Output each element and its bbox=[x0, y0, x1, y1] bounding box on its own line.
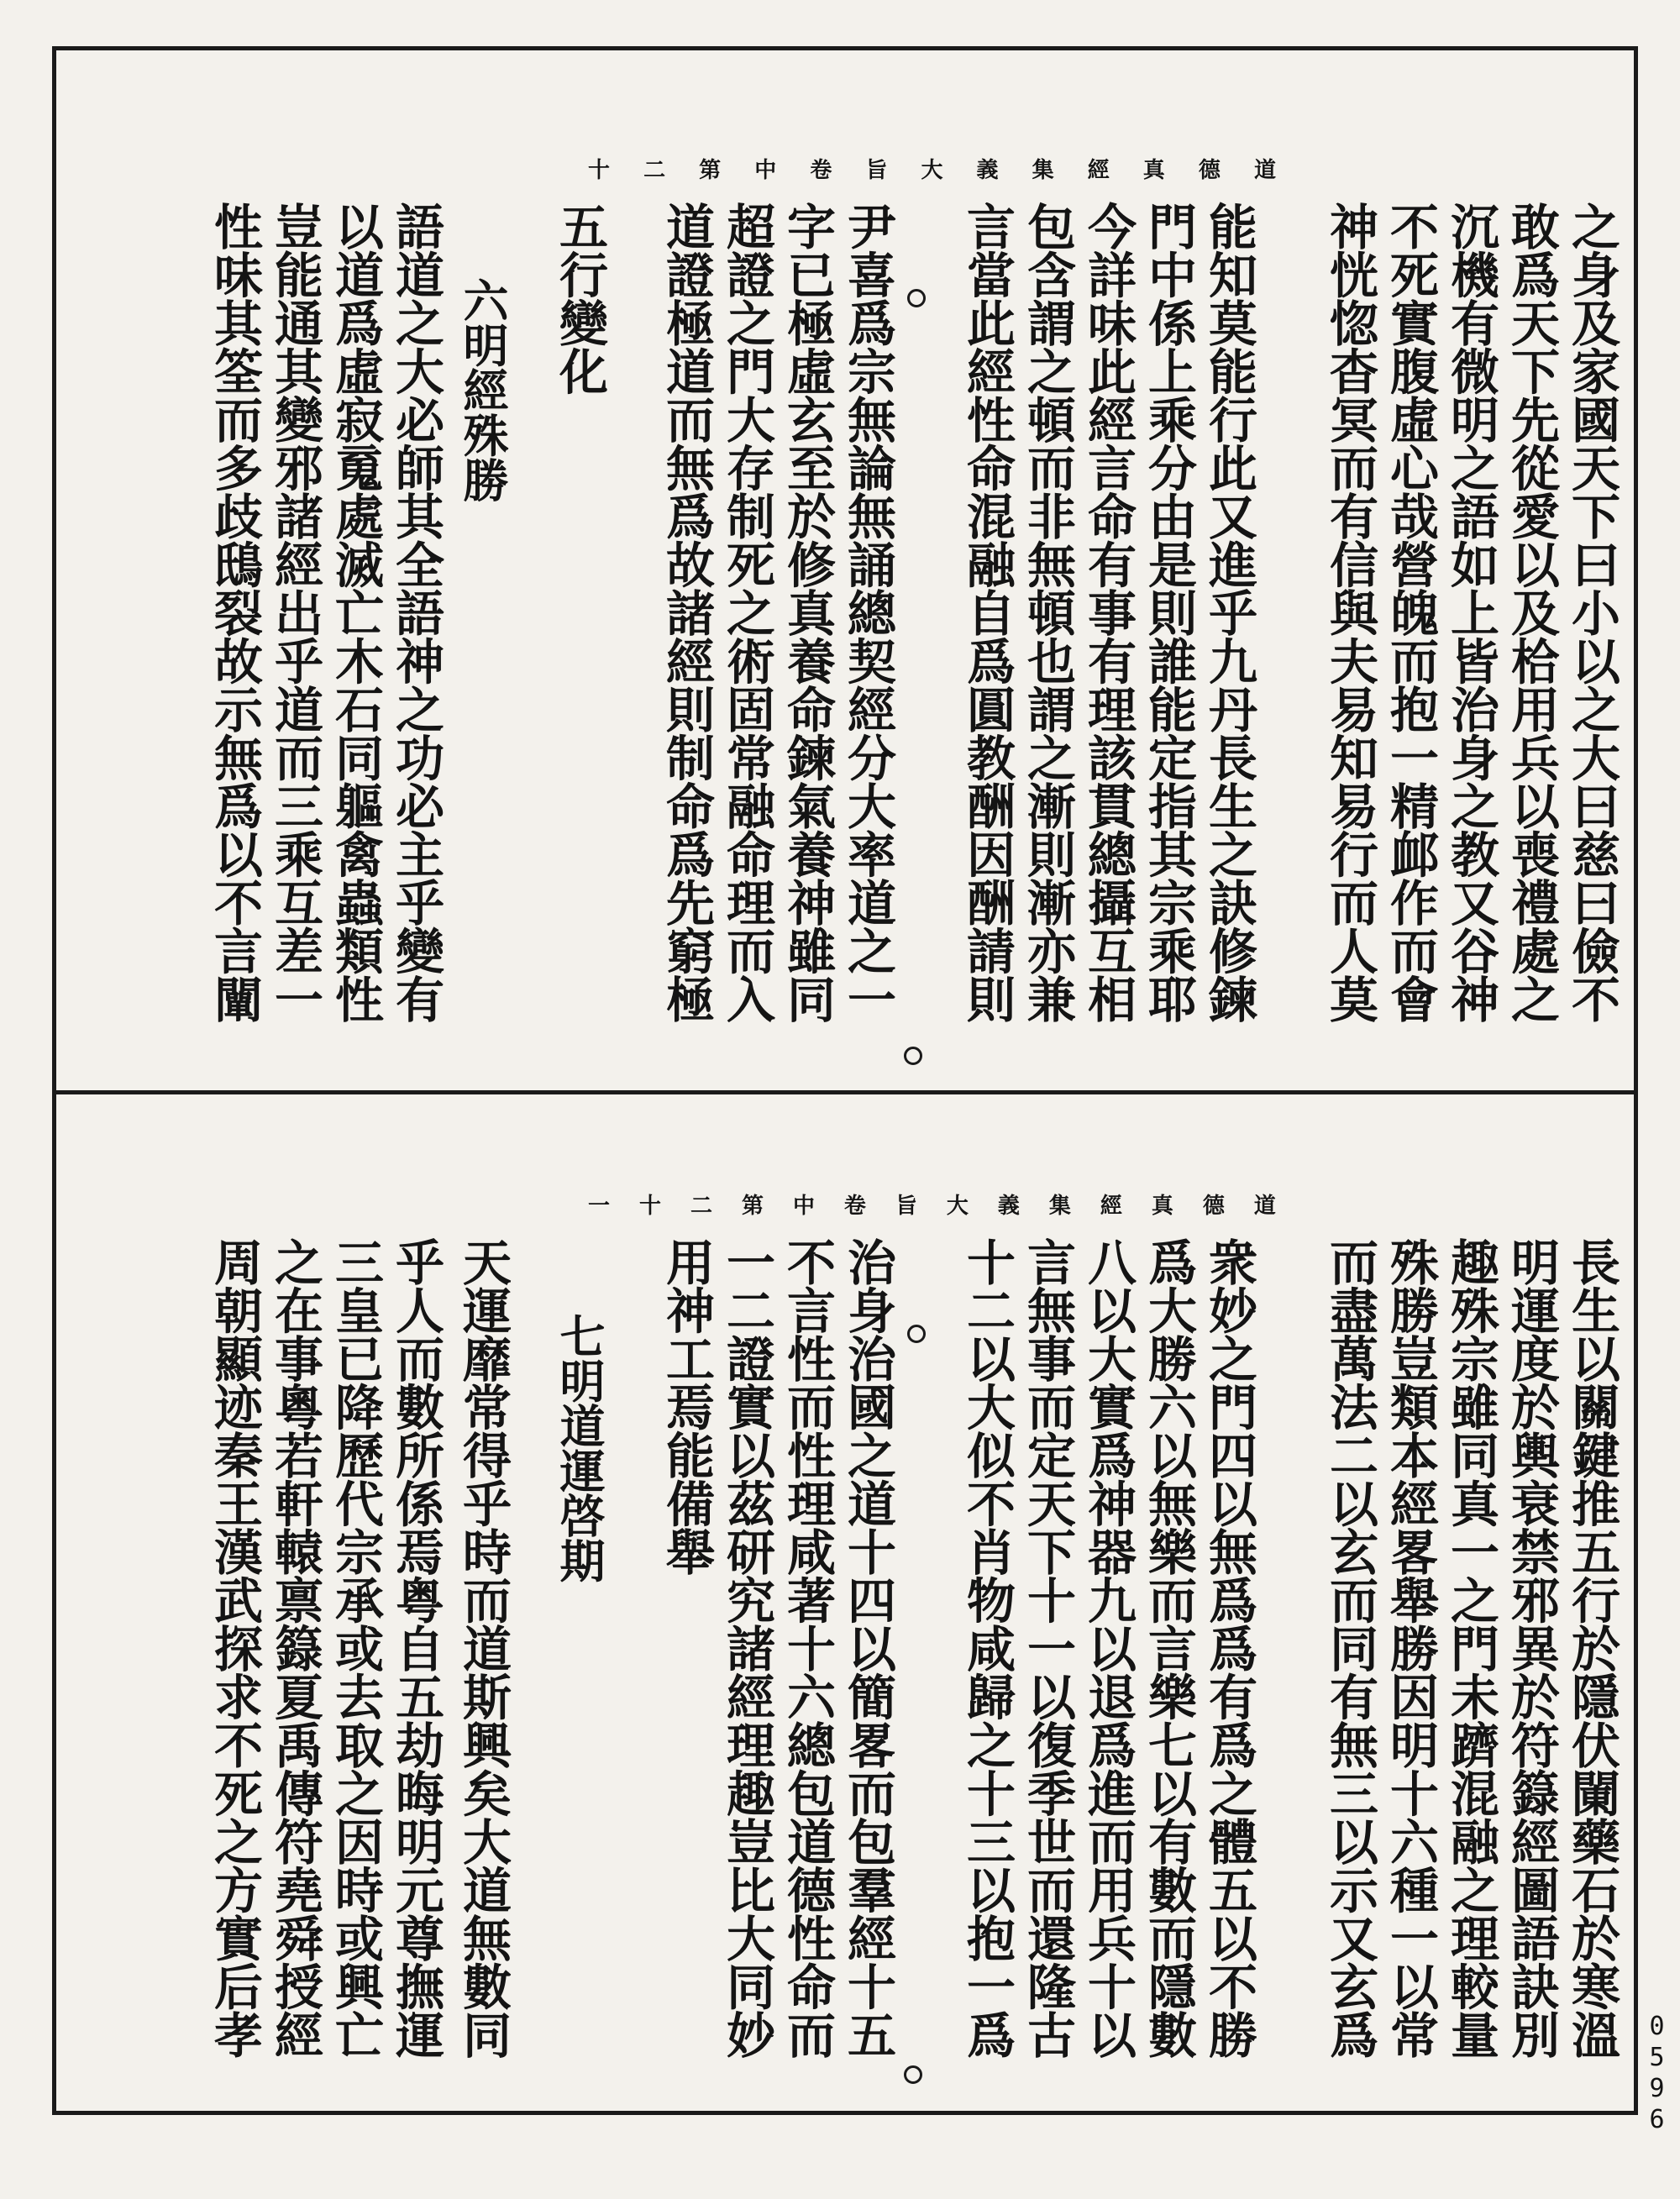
running-header bbox=[588, 1187, 1277, 1220]
section-heading: 七明道運啓期 bbox=[553, 1313, 606, 1582]
top-panel bbox=[59, 55, 1630, 1086]
header-char: 經 bbox=[1087, 157, 1110, 183]
text-column: 殊勝豈類本經畧舉勝因明十六種一以常 bbox=[1382, 1237, 1439, 2059]
header-char: 大 bbox=[946, 1193, 969, 1219]
header-char: 中 bbox=[792, 1193, 816, 1219]
panel-divider bbox=[52, 1090, 1638, 1094]
header-char: 義 bbox=[997, 1193, 1021, 1219]
header-char: 十 bbox=[588, 157, 612, 183]
running-header bbox=[588, 151, 1277, 185]
section-marker bbox=[904, 1047, 922, 1065]
text-column: 尹喜爲宗無論無誦總契經分大率道之一 bbox=[839, 202, 896, 1023]
section-heading: 六明經殊勝 bbox=[456, 277, 510, 502]
text-column: 三皇已降歷代宗承或去取之因時或興亡 bbox=[327, 1237, 384, 2059]
text-column: 五行變化 bbox=[551, 202, 608, 395]
text-column: 明運度於輿衰禁邪異於符籙經圖語訣別 bbox=[1503, 1237, 1560, 2059]
section-marker bbox=[907, 1325, 926, 1343]
text-column: 以道爲虛寂䰟處滅亡木石同軀禽蟲類性 bbox=[327, 202, 384, 1023]
text-column: 天運靡常得乎時而道斯興矣大道無數同 bbox=[454, 1237, 512, 2059]
header-char: 中 bbox=[754, 157, 778, 183]
bottom-panel bbox=[59, 1099, 1630, 2107]
header-char: 二 bbox=[643, 157, 667, 183]
header-char: 集 bbox=[1032, 157, 1055, 183]
header-char: 旨 bbox=[895, 1193, 918, 1219]
text-column: 豈能通其變邪諸經出乎道而三乘互差一 bbox=[266, 202, 323, 1023]
header-char: 第 bbox=[699, 157, 722, 183]
page-number: 0596 bbox=[1642, 2012, 1672, 2136]
header-char: 真 bbox=[1142, 157, 1166, 183]
text-column: 衆妙之門四以無爲爲有爲之體五以不勝 bbox=[1200, 1237, 1257, 2059]
header-char: 道 bbox=[1253, 157, 1277, 183]
header-char: 二 bbox=[690, 1193, 713, 1219]
text-column: 今詳味此經言命有事有理該貫總攝互相 bbox=[1079, 202, 1137, 1023]
text-column: 用神工焉能備舉 bbox=[658, 1237, 715, 1576]
header-char: 真 bbox=[1151, 1193, 1174, 1219]
header-char: 德 bbox=[1198, 157, 1221, 183]
text-column: 包含謂之頓而非無頓也謂之漸則漸亦兼 bbox=[1019, 202, 1076, 1023]
text-column: 八以大實爲神器九以退爲進而用兵十以 bbox=[1079, 1237, 1137, 2059]
header-char: 卷 bbox=[810, 157, 833, 183]
header-char: 德 bbox=[1202, 1193, 1226, 1219]
header-char: 義 bbox=[976, 157, 1000, 183]
text-column: 不言性而性理咸著十六總包道德性命而 bbox=[779, 1237, 836, 2059]
text-column: 乎人而數所係焉粤自五劫晦明元尊撫運 bbox=[387, 1237, 444, 2059]
text-column: 超證之門大存制死之術固常融命理而入 bbox=[718, 202, 775, 1023]
section-marker bbox=[907, 289, 926, 307]
header-char: 旨 bbox=[865, 157, 889, 183]
text-column: 十二以大似不肖物咸歸之十三以抱一爲 bbox=[958, 1237, 1016, 2059]
header-char: 道 bbox=[1253, 1193, 1277, 1219]
text-column: 門中係上乘分由是則誰能定指其宗乘耶 bbox=[1140, 202, 1197, 1023]
text-column: 一二證實以茲研究諸經理趣豈比大同妙 bbox=[718, 1237, 775, 2059]
header-char: 經 bbox=[1100, 1193, 1123, 1219]
text-column: 趣殊宗雖同真一之門未躋混融之理較量 bbox=[1442, 1237, 1499, 2059]
text-column: 之身及家國天下曰小以之大曰慈曰儉不 bbox=[1563, 202, 1620, 1023]
header-char: 一 bbox=[588, 1193, 612, 1219]
text-column: 字已極虛玄至於修真養命鍊氣養神雖同 bbox=[779, 202, 836, 1023]
text-column: 語道之大必師其全語神之功必主乎變有 bbox=[387, 202, 444, 1023]
text-column: 爲大勝六以無樂而言樂七以有數而隱數 bbox=[1140, 1237, 1197, 2059]
text-column: 能知莫能行此又進乎九丹長生之訣修鍊 bbox=[1200, 202, 1257, 1023]
text-column: 沉機有微明之語如上皆治身之教又谷神 bbox=[1442, 202, 1499, 1023]
header-char: 大 bbox=[921, 157, 944, 183]
section-marker bbox=[904, 2065, 922, 2084]
text-columns bbox=[59, 1237, 1630, 2094]
text-column: 性味其筌而多歧䲭裂故示無爲以不言闡 bbox=[206, 202, 263, 1023]
header-char: 卷 bbox=[843, 1193, 867, 1219]
text-column: 言無事而定天下十一以復季世而還隆古 bbox=[1019, 1237, 1076, 2059]
text-columns bbox=[59, 202, 1630, 1067]
text-column: 道證極道而無爲故諸經則制命爲先窮極 bbox=[658, 202, 715, 1023]
text-column: 不死實腹虛心哉營魄而抱一精䘏作而會 bbox=[1382, 202, 1439, 1023]
text-column: 敢爲天下先從愛以及㭘用兵以喪禮處之 bbox=[1503, 202, 1560, 1023]
text-column: 長生以關鍵推五行於隱伏䦨藥石於寒溫 bbox=[1563, 1237, 1620, 2059]
text-column: 治身治國之道十四以簡畧而包羣經十五 bbox=[839, 1237, 896, 2059]
header-char: 集 bbox=[1048, 1193, 1072, 1219]
header-char: 第 bbox=[741, 1193, 764, 1219]
text-column: 神恍惚杳冥而有信與夫易知易行而人莫 bbox=[1321, 202, 1378, 1023]
text-column: 言當此經性命混融自爲圓教酬因酬請則 bbox=[958, 202, 1016, 1023]
text-column: 而盡萬法二以玄而同有無三以示又玄爲 bbox=[1321, 1237, 1378, 2059]
header-char: 十 bbox=[638, 1193, 662, 1219]
text-column: 之在事粵若軒轅禀籙夏禹傳符堯舜授經 bbox=[266, 1237, 323, 2059]
text-column: 周朝顯迹秦王漢武探求不死之方實后孝 bbox=[206, 1237, 263, 2059]
